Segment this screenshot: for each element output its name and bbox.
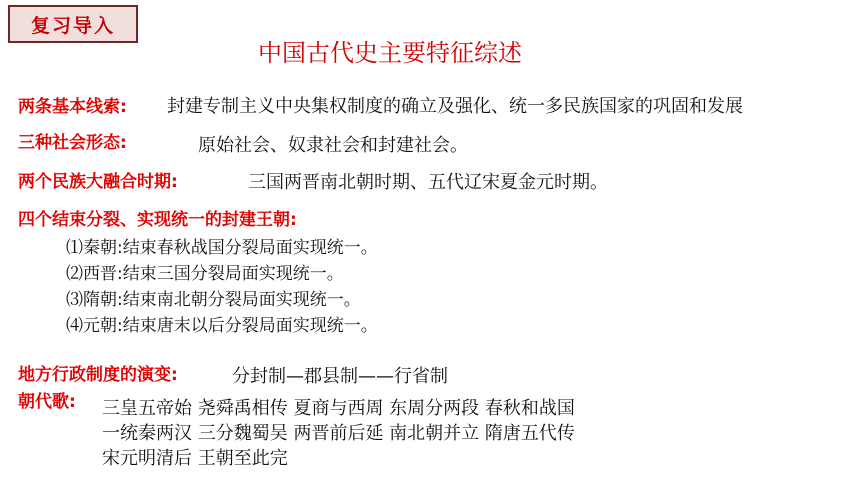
admin-label: 地方行政制度的演变:	[18, 365, 178, 385]
dynasties-label: 四个结束分裂、实现统一的封建王朝:	[18, 210, 297, 230]
fusion-label: 两个民族大融合时期:	[18, 172, 178, 192]
song-label: 朝代歌:	[18, 392, 76, 412]
clues-text: 封建专制主义中央集权制度的确立及强化、统一多民族国家的巩固和发展	[167, 96, 743, 117]
dynasty-item: ⑷元朝:结束唐末以后分裂局面实现统一。	[66, 316, 378, 336]
page-title: 中国古代史主要特征综述	[258, 39, 522, 67]
dynasty-item: ⑴秦朝:结束春秋战国分裂局面实现统一。	[66, 238, 378, 258]
song-line: 宋元明清后 王朝至此完	[102, 448, 288, 469]
forms-label: 三种社会形态:	[18, 133, 127, 153]
fusion-text: 三国两晋南北朝时期、五代辽宋夏金元时期。	[248, 172, 608, 193]
song-line: 一统秦两汉 三分魏蜀吴 两晋前后延 南北朝并立 隋唐五代传	[102, 423, 575, 444]
admin-text: 分封制—郡县制——行省制	[232, 366, 448, 387]
forms-text: 原始社会、奴隶社会和封建社会。	[198, 135, 468, 156]
song-line: 三皇五帝始 尧舜禹相传 夏商与西周 东周分两段 春秋和战国	[102, 398, 575, 419]
review-badge-label: 复习导入	[30, 14, 115, 37]
dynasty-item: ⑵西晋:结束三国分裂局面实现统一。	[66, 264, 344, 284]
review-badge	[8, 5, 138, 43]
clues-label: 两条基本线索:	[18, 97, 127, 117]
dynasty-item: ⑶隋朝:结束南北朝分裂局面实现统一。	[66, 290, 361, 310]
